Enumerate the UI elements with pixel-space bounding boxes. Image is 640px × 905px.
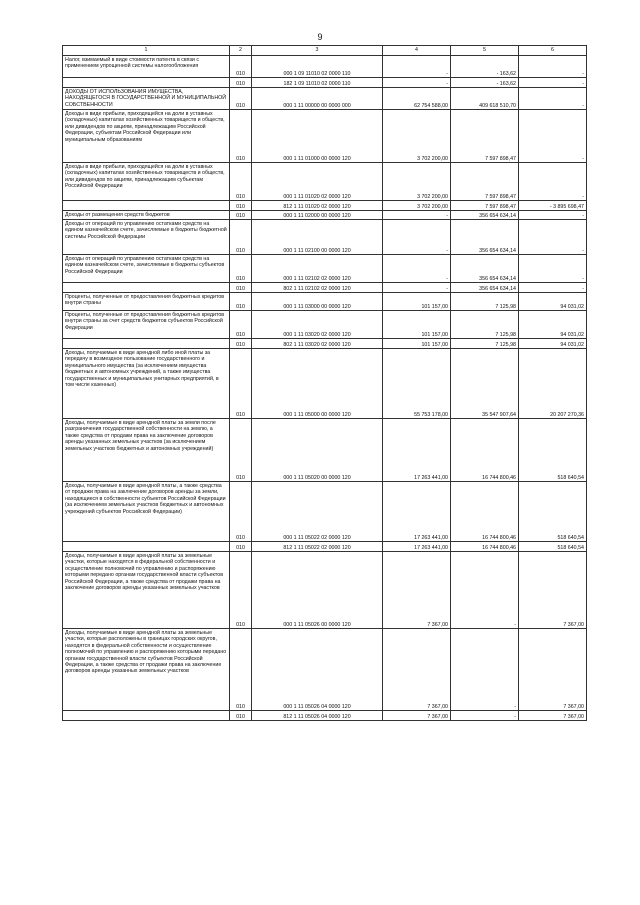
row-line-code-cell: 010	[230, 349, 252, 419]
row-name-cell: Доходы, получаемые в виде арендной платы, а также средства от продажи права на заключение договоров аренды за земли, находящиеся в собственности субъектов Российской Федерации (за исключением земельных участков бюджетных и автономных учреждений субъектов Российской Федерации)	[63, 482, 230, 542]
row-executed-amount-cell: 7 125,98	[451, 311, 519, 339]
row-line-code-cell: 010	[230, 255, 252, 283]
table-row	[63, 211, 587, 220]
row-approved-amount-cell: -	[383, 56, 451, 78]
row-unexecuted-amount-cell: 7 367,00	[519, 629, 587, 711]
row-approved-amount-cell: 55 753 178,00	[383, 349, 451, 419]
row-unexecuted-amount-cell: -	[519, 56, 587, 78]
row-budget-code-cell: 812 1 11 01020 02 0000 120	[252, 201, 383, 211]
row-approved-amount-cell: -	[383, 220, 451, 255]
row-budget-code-cell: 000 1 11 05026 04 0000 120	[252, 629, 383, 711]
table-row	[63, 482, 587, 542]
row-unexecuted-amount-cell: -	[519, 110, 587, 163]
row-executed-amount-cell: -	[451, 629, 519, 711]
row-line-code-cell: 010	[230, 552, 252, 629]
row-approved-amount-cell: 17 263 441,00	[383, 542, 451, 552]
row-line-code-cell: 010	[230, 419, 252, 482]
row-executed-amount-cell: 409 618 510,70	[451, 88, 519, 110]
table-row	[63, 339, 587, 349]
row-line-code-cell: 010	[230, 311, 252, 339]
row-budget-code-cell: 000 1 11 01020 02 0000 120	[252, 163, 383, 201]
row-line-code-cell: 010	[230, 220, 252, 255]
table-row	[63, 78, 587, 88]
row-approved-amount-cell: -	[383, 283, 451, 293]
row-line-code-cell: 010	[230, 293, 252, 311]
row-approved-amount-cell: 7 367,00	[383, 711, 451, 721]
row-name-cell	[63, 201, 230, 211]
row-unexecuted-amount-cell: -	[519, 78, 587, 88]
row-executed-amount-cell: 7 125,98	[451, 293, 519, 311]
row-approved-amount-cell: 3 702 200,00	[383, 110, 451, 163]
row-executed-amount-cell: 16 744 800,46	[451, 482, 519, 542]
page-number: 9	[317, 32, 323, 42]
row-unexecuted-amount-cell: -	[519, 211, 587, 220]
row-approved-amount-cell: -	[383, 255, 451, 283]
table-row	[63, 255, 587, 283]
row-line-code-cell: 010	[230, 88, 252, 110]
row-unexecuted-amount-cell: 94 031,02	[519, 311, 587, 339]
row-name-cell: Доходы от операций по управлению остатками средств на едином казначейском счете, зачисляемые в бюджеты бюджетной системы Российской Федерации	[63, 220, 230, 255]
row-name-cell	[63, 711, 230, 721]
table-row	[63, 293, 587, 311]
column-number-row	[63, 46, 587, 56]
row-approved-amount-cell: -	[383, 78, 451, 88]
column-header: 2	[230, 46, 252, 56]
row-approved-amount-cell: -	[383, 211, 451, 220]
row-executed-amount-cell: 16 744 800,46	[451, 419, 519, 482]
table-row	[63, 419, 587, 482]
row-unexecuted-amount-cell: 518 640,54	[519, 482, 587, 542]
row-approved-amount-cell: 101 157,00	[383, 293, 451, 311]
row-line-code-cell: 010	[230, 211, 252, 220]
row-budget-code-cell: 000 1 11 02100 00 0000 120	[252, 220, 383, 255]
row-budget-code-cell: 000 1 11 03020 02 0000 120	[252, 311, 383, 339]
row-budget-code-cell: 000 1 11 02000 00 0000 120	[252, 211, 383, 220]
row-line-code-cell: 010	[230, 283, 252, 293]
row-line-code-cell: 010	[230, 110, 252, 163]
row-line-code-cell: 010	[230, 201, 252, 211]
row-line-code-cell: 010	[230, 56, 252, 78]
row-unexecuted-amount-cell: 518 640,54	[519, 542, 587, 552]
table-row	[63, 283, 587, 293]
row-executed-amount-cell: 7 597 898,47	[451, 110, 519, 163]
row-unexecuted-amount-cell: 94 031,02	[519, 339, 587, 349]
table-row	[63, 629, 587, 711]
row-unexecuted-amount-cell: -	[519, 163, 587, 201]
row-budget-code-cell: 000 1 09 11010 02 0000 110	[252, 56, 383, 78]
row-line-code-cell: 010	[230, 711, 252, 721]
row-line-code-cell: 010	[230, 542, 252, 552]
row-budget-code-cell: 812 1 11 05022 02 0000 120	[252, 542, 383, 552]
row-line-code-cell: 010	[230, 78, 252, 88]
row-approved-amount-cell: 3 702 200,00	[383, 201, 451, 211]
row-budget-code-cell: 000 1 11 03000 00 0000 120	[252, 293, 383, 311]
row-approved-amount-cell: 62 754 588,00	[383, 88, 451, 110]
row-unexecuted-amount-cell: -	[519, 283, 587, 293]
row-approved-amount-cell: 17 263 441,00	[383, 419, 451, 482]
row-line-code-cell: 010	[230, 629, 252, 711]
table-row	[63, 711, 587, 721]
table-row	[63, 349, 587, 419]
table-row	[63, 220, 587, 255]
row-name-cell	[63, 339, 230, 349]
row-budget-code-cell: 000 1 11 05000 00 0000 120	[252, 349, 383, 419]
column-header: 5	[451, 46, 519, 56]
row-unexecuted-amount-cell: 7 367,00	[519, 552, 587, 629]
row-unexecuted-amount-cell: 7 367,00	[519, 711, 587, 721]
row-budget-code-cell: 802 1 11 02102 02 0000 120	[252, 283, 383, 293]
row-executed-amount-cell: -	[451, 552, 519, 629]
table-row	[63, 201, 587, 211]
row-name-cell: Доходы от размещения средств бюджетов	[63, 211, 230, 220]
table-row	[63, 311, 587, 339]
row-unexecuted-amount-cell: - 3 895 698,47	[519, 201, 587, 211]
table-row	[63, 88, 587, 110]
row-budget-code-cell: 000 1 11 05020 00 0000 120	[252, 419, 383, 482]
row-executed-amount-cell: - 163,62	[451, 78, 519, 88]
row-unexecuted-amount-cell: 518 640,54	[519, 419, 587, 482]
row-name-cell: Доходы от операций по управлению остатками средств на едином казначейском счете, зачисляемые в бюджеты субъектов Российской Федерации	[63, 255, 230, 283]
row-unexecuted-amount-cell: 94 031,02	[519, 293, 587, 311]
row-budget-code-cell: 000 1 11 05026 00 0000 120	[252, 552, 383, 629]
row-name-cell	[63, 78, 230, 88]
row-executed-amount-cell: 356 654 634,14	[451, 283, 519, 293]
row-executed-amount-cell: 356 654 634,14	[451, 220, 519, 255]
row-unexecuted-amount-cell: -	[519, 255, 587, 283]
column-header: 1	[63, 46, 230, 56]
row-name-cell: Доходы, получаемые в виде арендной платы за земли после разграничения государственной собственности на землю, а также средства от продажи права на заключение договоров аренды указанных земельных участков (за исключением земельных участков бюджетных и автономных учреждений)	[63, 419, 230, 482]
table-body	[63, 56, 587, 721]
row-name-cell: Доходы в виде прибыли, приходящейся на доли в уставных (складочных) капиталах хозяйственных товариществ и обществ, или дивидендов по акциям, принадлежащим субъектам Российской Федерации	[63, 163, 230, 201]
row-approved-amount-cell: 101 157,00	[383, 339, 451, 349]
row-name-cell	[63, 542, 230, 552]
row-line-code-cell: 010	[230, 339, 252, 349]
row-budget-code-cell: 812 1 11 05026 04 0000 120	[252, 711, 383, 721]
row-budget-code-cell: 000 1 11 00000 00 0000 000	[252, 88, 383, 110]
row-approved-amount-cell: 17 263 441,00	[383, 482, 451, 542]
row-unexecuted-amount-cell: -	[519, 88, 587, 110]
row-approved-amount-cell: 3 702 200,00	[383, 163, 451, 201]
row-name-cell: Налог, взимаемый в виде стоимости патента в связи с применением упрощенной системы налогообложения	[63, 56, 230, 78]
income-report-table	[62, 45, 587, 721]
row-approved-amount-cell: 101 157,00	[383, 311, 451, 339]
row-executed-amount-cell: 35 547 907,64	[451, 349, 519, 419]
row-name-cell: ДОХОДЫ ОТ ИСПОЛЬЗОВАНИЯ ИМУЩЕСТВА, НАХОДЯЩЕГОСЯ В ГОСУДАРСТВЕННОЙ И МУНИЦИПАЛЬНОЙ СОБСТВЕННОСТИ	[63, 88, 230, 110]
table-row	[63, 56, 587, 78]
row-unexecuted-amount-cell: 20 207 270,36	[519, 349, 587, 419]
row-name-cell: Доходы, получаемые в виде арендной либо иной платы за передачу в возмездное пользование государственного и муниципального имущества (за исключением имущества бюджетных и автономных учреждений, а также имущества государственных и муниципальных унитарных предприятий, в том числе казенных)	[63, 349, 230, 419]
row-executed-amount-cell: 16 744 800,46	[451, 542, 519, 552]
row-budget-code-cell: 802 1 11 03020 02 0000 120	[252, 339, 383, 349]
row-name-cell: Доходы в виде прибыли, приходящейся на доли в уставных (складочных) капиталах хозяйственных товариществ и обществ, или дивидендов по акциям, принадлежащим Российской Федерации, субъектам Российской Федерации или муниципальным образованиям	[63, 110, 230, 163]
row-budget-code-cell: 000 1 11 02102 02 0000 120	[252, 255, 383, 283]
row-executed-amount-cell: 7 125,98	[451, 339, 519, 349]
row-name-cell: Проценты, полученные от предоставления бюджетных кредитов внутри страны	[63, 293, 230, 311]
row-approved-amount-cell: 7 367,00	[383, 629, 451, 711]
table-row	[63, 163, 587, 201]
row-budget-code-cell: 000 1 11 05022 02 0000 120	[252, 482, 383, 542]
table-row	[63, 542, 587, 552]
row-executed-amount-cell: 356 654 634,14	[451, 255, 519, 283]
row-executed-amount-cell: 7 597 898,47	[451, 201, 519, 211]
row-name-cell	[63, 283, 230, 293]
row-unexecuted-amount-cell: -	[519, 220, 587, 255]
table-row	[63, 110, 587, 163]
row-budget-code-cell: 000 1 11 01000 00 0000 120	[252, 110, 383, 163]
row-executed-amount-cell: - 163,62	[451, 56, 519, 78]
column-header: 4	[383, 46, 451, 56]
row-executed-amount-cell: 356 654 634,14	[451, 211, 519, 220]
row-executed-amount-cell: -	[451, 711, 519, 721]
row-line-code-cell: 010	[230, 163, 252, 201]
row-approved-amount-cell: 7 367,00	[383, 552, 451, 629]
row-name-cell: Доходы, получаемые в виде арендной платы за земельные участки, которые расположены в границах городских округов, находятся в федеральной собственности и осуществление полномочий по управлению и распоряжению которыми передано органам государственной власти субъектов Российской Федерации, а также средства от продажи права на заключение договоров аренды указанных земельных участков	[63, 629, 230, 711]
row-executed-amount-cell: 7 597 898,47	[451, 163, 519, 201]
row-name-cell: Доходы, получаемые в виде арендной платы за земельные участки, которые находятся в федеральной собственности и осуществление полномочий по управлению и распоряжению которыми передано органам государственной власти субъектов Российской Федерации, а также средства от продажи права на заключение договоров аренды указанных земельных участков	[63, 552, 230, 629]
column-header: 6	[519, 46, 587, 56]
column-header: 3	[252, 46, 383, 56]
row-line-code-cell: 010	[230, 482, 252, 542]
row-name-cell: Проценты, полученные от предоставления бюджетных кредитов внутри страны за счет средств бюджетов субъектов Российской Федерации	[63, 311, 230, 339]
table-row	[63, 552, 587, 629]
row-budget-code-cell: 182 1 09 11010 02 0000 110	[252, 78, 383, 88]
